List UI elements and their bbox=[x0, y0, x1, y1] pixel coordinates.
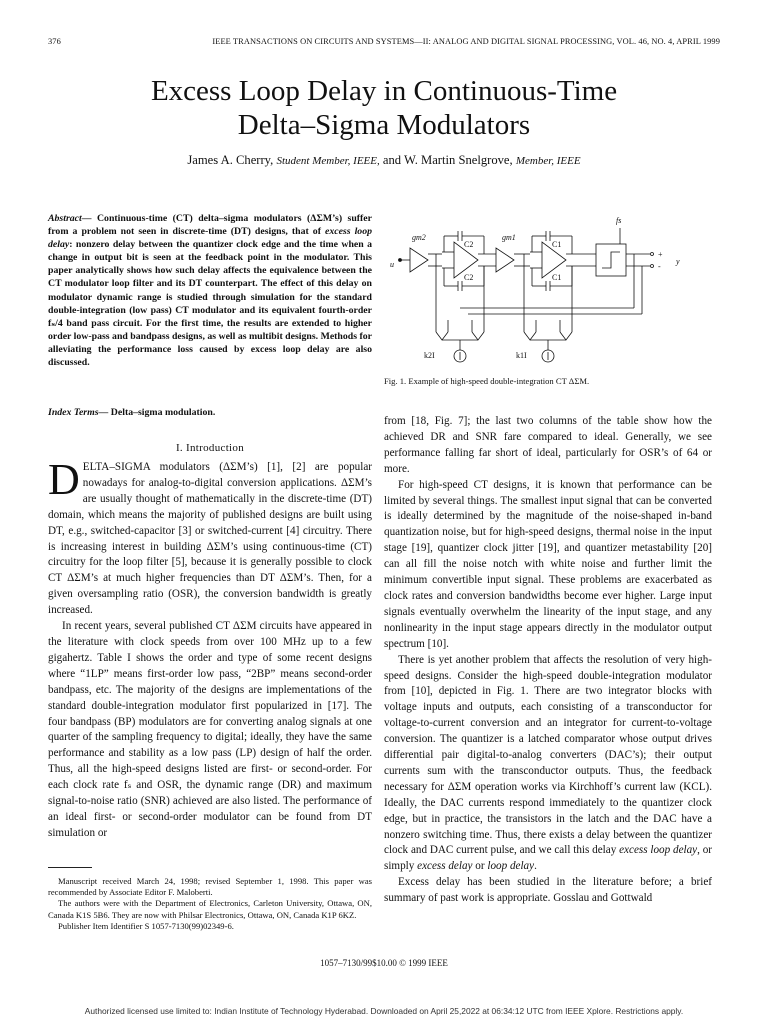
journal-title: IEEE TRANSACTIONS ON CIRCUITS AND SYSTEMS—II: ANALOG AND DIGITAL SIGNAL PROCESSING, VOL. 46, NO. 4, APRIL 1999 bbox=[212, 37, 720, 46]
transconductor-gm2 bbox=[410, 248, 428, 272]
label-gm2: gm2 bbox=[412, 233, 426, 242]
abstract-label: Abstract— bbox=[48, 213, 92, 224]
copyright-line: 1057–7130/99$10.00 © 1999 IEEE bbox=[320, 958, 448, 968]
excess-delay-term: excess delay bbox=[417, 860, 473, 873]
intro-paragraph-2: In recent years, several published CT ΔΣM circuits have appeared in the literature with clock speeds from over 100 MHz up to a few gigahertz. Table I shows the order and type of some recent designs where “1LP” means first-order low pass, “2BP” means second-order bandpass, etc. The majority of the designs are implementations of the standard double-integration modulator first popularized in [17]. The four bandpass (BP) modulators are for converting analog signals at one quarter of the sampling frequency to digital; ideally, they have the same performance and stability as a low pass (LP) design of half the order. Thus, all the high-speed designs listed are first- or second-order. For each clock rate fₛ and OSR, the dynamic range (DR) and maximum signal-to-noise ratio (SNR) achieved are also listed. The performance of an ideal first- or second-order modulator can be found from DT simulation or bbox=[48, 620, 372, 839]
figure-1-schematic bbox=[384, 208, 712, 374]
running-header bbox=[48, 37, 720, 51]
page-number: 376 bbox=[48, 37, 61, 46]
left-column-body bbox=[48, 455, 372, 842]
paper-title-line2: Delta–Sigma Modulators bbox=[237, 109, 531, 141]
label-k1i: k1I bbox=[516, 351, 527, 360]
section-heading: I. Introduction bbox=[175, 442, 245, 454]
author-line bbox=[0, 153, 768, 168]
abstract-text-1: Continuous-time (CT) delta–sigma modulators (ΔΣM’s) suffer from a problem not seen in discrete-time (DT) designs, that of bbox=[48, 213, 372, 238]
drop-cap: D bbox=[48, 455, 80, 504]
abstract-emphasis: excess loop delay bbox=[48, 226, 373, 251]
abstract bbox=[48, 212, 372, 369]
loop-delay-term: loop delay bbox=[487, 860, 535, 873]
quantizer-step-icon bbox=[602, 252, 620, 268]
index-terms-label: Index Terms— bbox=[48, 407, 109, 418]
right-column-body bbox=[384, 414, 712, 907]
label-u: u bbox=[390, 260, 394, 269]
paper-title-line1: Excess Loop Delay in Continuous-Time bbox=[150, 75, 618, 107]
author-2-role: Member, IEEE bbox=[515, 155, 581, 167]
dac2-pair-left bbox=[436, 332, 448, 340]
label-c2-bottom: C2 bbox=[464, 273, 474, 282]
paper-title bbox=[0, 74, 768, 142]
intro-paragraph-1-text: ELTA–SIGMA modulators (ΔΣM’s) [1], [2] are popular nowadays for analog-to-digital conversion applications. ΔΣM’s are usually thought of mathematically in the discrete-time (DT) domain, which means the majority of published designs are built using DT, e.g., switched-capacitor [3] or switched-current [4] circuitry. There is increasing interest in building ΔΣM’s using continuous-time (CT) circuitry for the loop filter [5], because it is generally possible to clock CT ΔΣM’s at much higher frequencies than DT ΔΣM’s. Then, for a given oversampling ratio (OSR), the conversion bandwidth is greatly increased. bbox=[48, 461, 372, 617]
author-1-role: Student Member, IEEE, bbox=[276, 155, 380, 167]
right-paragraph-3-text: There is yet another problem that affects the resolution of very high-speed designs. Consider the high-speed double-integration modulator from [10], depicted in Fig. 1. There are two integrator blocks with voltage inputs and outputs, each consisting of a transconductor for voltage-to-current conversion and an integrator for current-to-voltage conversion. The quantizer is a latched comparator whose output drives differential pair digital-to-analog converters (DAC’s); their output currents sum with the transconductor outputs. Thus, the feedback necessary for ΔΣM operation works via Kirchhoff’s current law (KCL). Ideally, the DAC currents respond immediately to the quantizer clock edge, but in practice, the transistors in the latch and the DAC have a nonzero switching time. Thus, there exists a delay between the quantizer clock and DAC current pulse, and we call this delay bbox=[384, 653, 712, 857]
label-c1-bottom: C1 bbox=[552, 273, 562, 282]
intro-paragraph-1 bbox=[48, 455, 372, 619]
index-terms-text: Delta–sigma modulation. bbox=[108, 407, 216, 418]
license-notice: Authorized licensed use limited to: Indian Institute of Technology Hyderabad. Downloaded on April 25,2022 at 06:34:12 UTC from IEEE Xplore. Restrictions apply. bbox=[84, 1006, 684, 1016]
index-terms bbox=[48, 405, 372, 421]
right-paragraph-3 bbox=[384, 653, 712, 876]
author-1-name: James A. Cherry, bbox=[187, 153, 274, 167]
footnote-identifier: Publisher Item Identifier S 1057-7130(99)02349-6. bbox=[58, 920, 234, 931]
output-node-minus bbox=[651, 265, 654, 268]
right-paragraph-3-mid: , or simply bbox=[384, 844, 713, 873]
transconductor-gm1 bbox=[496, 248, 514, 272]
label-plus: + bbox=[658, 250, 663, 259]
footnote-manuscript: Manuscript received March 24, 1998; revised September 1, 1998. This paper was recommended by Associate Editor F. Maloberti. bbox=[48, 876, 372, 898]
footnote-affiliation: The authors were with the Department of Electronics, Carleton University, Ottawa, ON, Canada K1S 5B6. They are now with Philsar Electronics, Ottawa, ON, Canada K1P 6KZ. bbox=[48, 898, 372, 920]
label-fs: fs bbox=[616, 216, 622, 225]
author-2-name: and W. Martin Snelgrove, bbox=[382, 153, 513, 167]
label-gm1: gm1 bbox=[502, 233, 516, 242]
excess-loop-delay-term: excess loop delay bbox=[619, 844, 698, 857]
dac2-pair-right bbox=[472, 332, 484, 340]
dac1-pair-right bbox=[560, 332, 572, 340]
right-paragraph-4: Excess delay has been studied in the literature before; a brief summary of past work is appropriate. Gosslau and Gottwald bbox=[384, 876, 712, 905]
label-minus: - bbox=[658, 262, 661, 271]
right-paragraph-2: For high-speed CT designs, it is known that performance can be limited by several things. The smallest input signal that can be converted is ideally determined by the magnitude of the noise-shaped in-band quantization noise, but for high-speed designs, thermal noise in the input stage [19], quantizer clock jitter [19], and quantizer metastability [20] can all fill the noise notch with white noise and further limit the minimum convertible input signal. These problems are exacerbated as clock rates and conversion bandwidths become ever higher. Large input signals eventually overwhelm the linearity of the input stage, and any nonlinearity in the input stage appears directly in the modulator output spectrum [10]. bbox=[384, 478, 712, 650]
label-y: y bbox=[676, 257, 680, 266]
right-paragraph-1: from [18, Fig. 7]; the last two columns of the table show how the achieved DR and SNR fare compared to ideal. Generally, we see performance falling far short of ideal, particularly for OSR’s of 64 or more. bbox=[384, 415, 712, 475]
right-paragraph-3-or: or bbox=[472, 860, 488, 873]
label-c2-top: C2 bbox=[464, 240, 474, 249]
output-node-plus bbox=[651, 253, 654, 256]
label-k2i: k2I bbox=[424, 351, 435, 360]
footnotes bbox=[48, 876, 372, 932]
right-paragraph-3-end: . bbox=[534, 860, 537, 873]
abstract-text-2: : nonzero delay between the quantizer clock edge and the time when a change in output bit is seen at the feedback point in the modulator. This paper analytically shows how such delay affects the equivalence between the CT modulator loop filter and its DT counterpart. The effect of this delay on modulator dynamic range is studied through simulation for the standard double-integration (low pass) CT modulator and its equivalent fourth-order fₛ/4 band pass circuit. For the first time, the results are extended to higher order low-pass and bandpass designs, as well as multibit designs. Methods for alleviating the performance loss caused by excess loop delay are also discussed. bbox=[48, 239, 372, 369]
figure-1-caption: Fig. 1. Example of high-speed double-integration CT ΔΣM. bbox=[384, 376, 590, 386]
footnote-rule bbox=[48, 867, 92, 868]
dac1-pair-left bbox=[524, 332, 536, 340]
label-c1-top: C1 bbox=[552, 240, 562, 249]
